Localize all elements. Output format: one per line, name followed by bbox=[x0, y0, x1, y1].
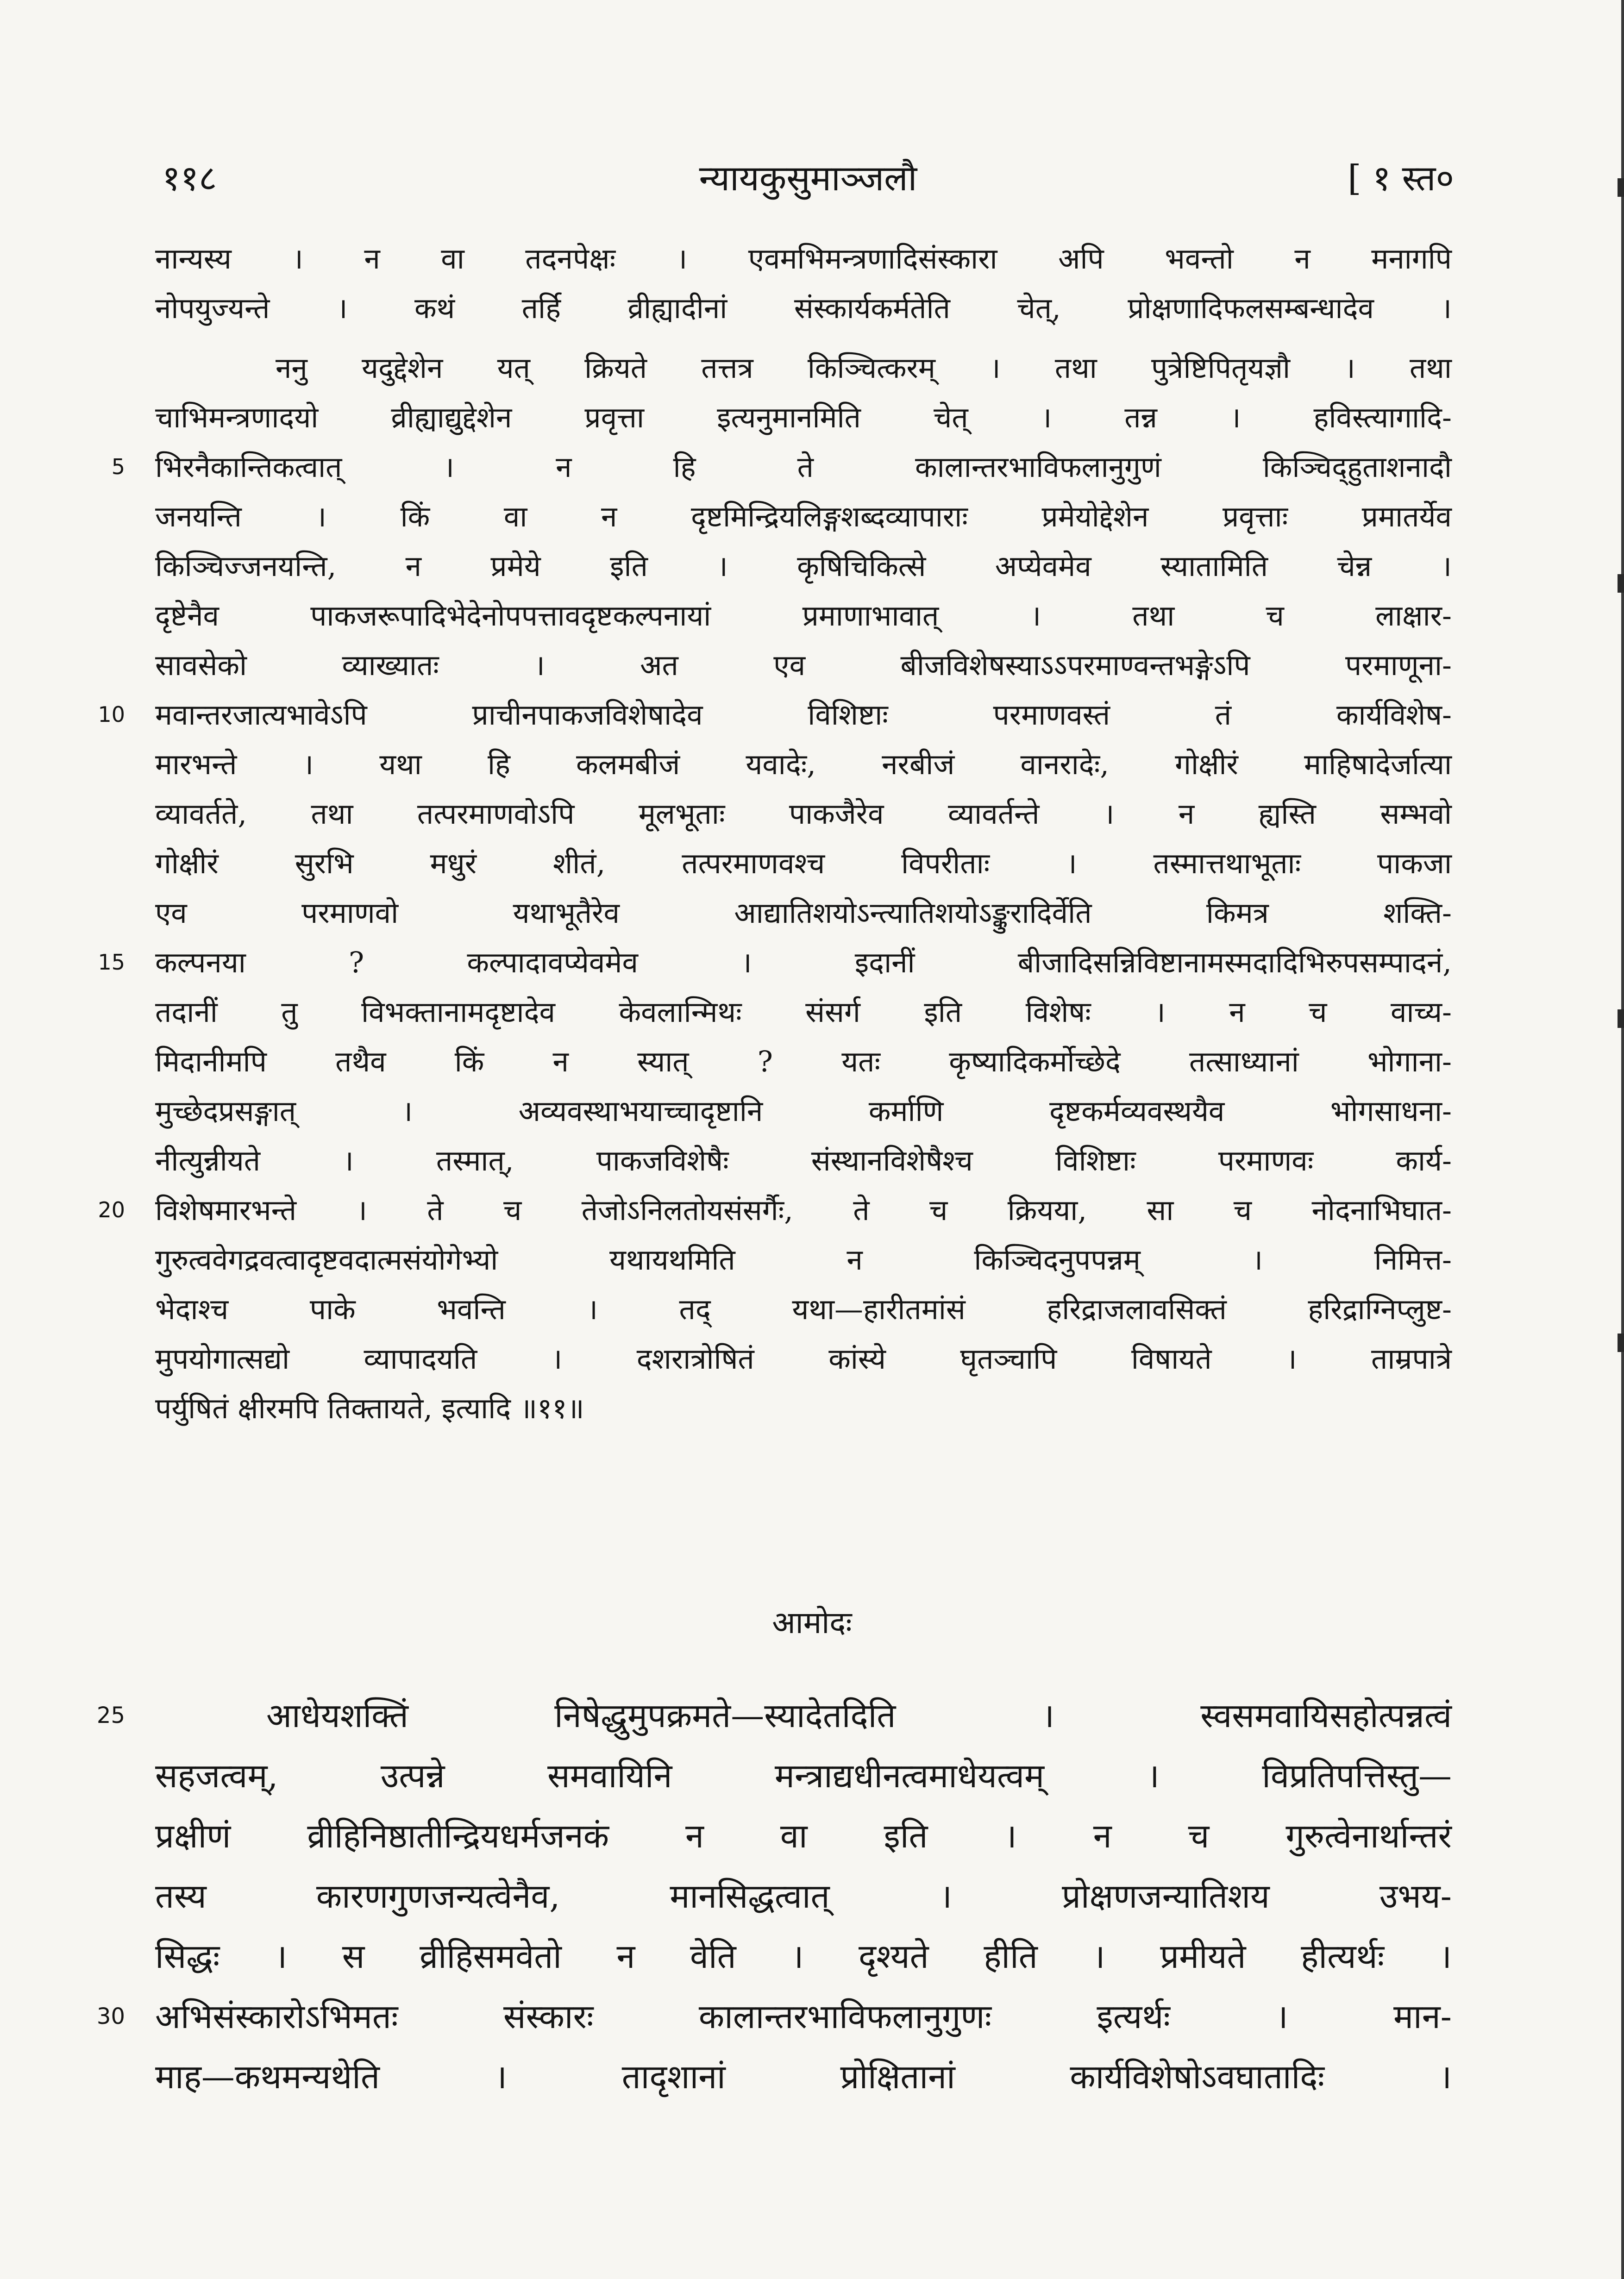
amoda-heading: आमोदः bbox=[772, 1605, 852, 1640]
scan-tick-mark bbox=[1618, 574, 1624, 593]
line-number: 30 bbox=[96, 2004, 125, 2029]
text-line bbox=[155, 2047, 1452, 2107]
text-line bbox=[155, 1384, 1452, 1433]
section-marker: [ १ स्त० bbox=[1348, 157, 1454, 199]
text-line bbox=[155, 739, 1452, 789]
text-line bbox=[155, 1037, 1452, 1086]
line-text: कल्पनया ? कल्पादावप्येवमेव । इदानीं बीजादिसन्निविष्टानामस्मदादिभिरुपसम्पादनं, bbox=[155, 945, 1452, 979]
line-text: नान्यस्य । न वा तदनपेक्षः । एवमभिमन्त्रणादिसंस्कारा अपि भवन्तो न मनागपि bbox=[155, 242, 1452, 275]
text-line bbox=[155, 789, 1452, 839]
line-text: तदानीं तु विभक्तानामदृष्टादेव केवलान्मिथः संसर्ग इति विशेषः । न च वाच्य- bbox=[155, 995, 1452, 1029]
line-text: मिदानीमपि तथैव किं न स्यात् ? यतः कृष्यादिकर्मोच्छेदे तत्साध्यानां भोगाना- bbox=[155, 1045, 1452, 1078]
text-line bbox=[155, 640, 1452, 690]
line-text: सहजत्वम्, उत्पन्ने समवायिनि मन्त्राद्यधीनत्वमाधेयत्वम् । विप्रतिपत्तिस्तु— bbox=[155, 1756, 1452, 1795]
page-header bbox=[162, 153, 1454, 204]
running-title: न्यायकुसुमाञ्जलौ bbox=[699, 157, 917, 199]
line-number: 25 bbox=[96, 1703, 125, 1728]
scan-tick-mark bbox=[1618, 1009, 1624, 1028]
line-text: नोपयुज्यन्ते । कथं तर्हि व्रीह्यादीनां संस्कार्यकर्मतेति चेत्, प्रोक्षणादिफलसम्बन्धादेव । bbox=[155, 291, 1452, 325]
commentary-block bbox=[98, 234, 1452, 1433]
text-line bbox=[96, 1986, 1452, 2047]
text-line bbox=[155, 343, 1452, 393]
line-text: नीत्युन्नीयते । तस्मात्, पाकजविशेषैः संस्थानविशेषैश्च विशिष्टाः परमाणवः कार्य- bbox=[155, 1144, 1452, 1177]
line-text: सिद्धः । स व्रीहिसमवेतो न वेति । दृश्यते हीति । प्रमीयते हीत्यर्थः । bbox=[155, 1937, 1452, 1976]
text-line bbox=[155, 1806, 1452, 1866]
text-line bbox=[155, 1235, 1452, 1284]
line-text: सावसेको व्याख्यातः । अत एव बीजविशेषस्याऽऽपरमाण्वन्तभङ्गेऽपि परमाणूना- bbox=[155, 648, 1452, 682]
line-text: आधेयशक्तिं निषेद्धुमुपक्रमते—स्यादेतदिति । स्वसमवायिसहोत्पन्नत्वं bbox=[266, 1696, 1452, 1735]
line-number: 15 bbox=[98, 950, 125, 975]
line-text: अभिसंस्कारोऽभिमतः संस्कारः कालान्तरभाविफलानुगुणः इत्यर्थः । मान- bbox=[155, 1997, 1452, 2036]
line-text: मुपयोगात्सद्यो व्यापादयति । दशरात्रोषितं कांस्ये घृतञ्चापि विषायते । ताम्रपात्रे bbox=[155, 1342, 1452, 1376]
line-text: तस्य कारणगुणजन्यत्वेनैव, मानसिद्धत्वात् । प्रोक्षणजन्यातिशय उभय- bbox=[155, 1877, 1452, 1916]
text-line bbox=[155, 541, 1452, 591]
line-text: किञ्चिज्जनयन्ति, न प्रमेये इति । कृषिचिकित्से अप्येवमेव स्यातामिति चेन्न । bbox=[155, 549, 1452, 583]
text-line bbox=[155, 492, 1452, 541]
text-line bbox=[98, 1185, 1452, 1235]
line-text: माह—कथमन्यथेति । तादृशानां प्रोक्षितानां कार्यविशेषोऽवघातादिः । bbox=[155, 2057, 1452, 2096]
text-line bbox=[96, 1685, 1452, 1746]
text-line bbox=[98, 690, 1452, 739]
line-text: भेदाश्च पाके भवन्ति । तद् यथा—हारीतमांसं हरिद्राजलावसिक्तं हरिद्राग्निप्लुष्ट- bbox=[155, 1292, 1452, 1326]
text-line bbox=[155, 1284, 1452, 1334]
line-text: व्यावर्तते, तथा तत्परमाणवोऽपि मूलभूताः पाकजैरेव व्यावर्तन्ते । न ह्यस्ति सम्भवो bbox=[155, 797, 1452, 831]
text-line bbox=[155, 1746, 1452, 1806]
text-line bbox=[155, 1086, 1452, 1136]
line-text: भिरनैकान्तिकत्वात् । न हि ते कालान्तरभाविफलानुगुणं किञ्चिद्‌हुताशनादौ bbox=[155, 450, 1452, 484]
line-text: ननु यदुद्देशेन यत् क्रियते तत्तत्र किञ्चित्करम् । तथा पुत्रेष्टिपितृयज्ञौ । तथा bbox=[276, 351, 1452, 385]
scan-tick-mark bbox=[1618, 1334, 1624, 1352]
line-text: चाभिमन्त्रणादयो व्रीह्याद्युद्देशेन प्रवृत्ता इत्यनुमानमिति चेत् । तन्न । हविस्त्यागादि- bbox=[155, 401, 1452, 434]
text-line bbox=[155, 1866, 1452, 1926]
text-line bbox=[111, 442, 1452, 492]
text-line bbox=[155, 1334, 1452, 1384]
line-number: 5 bbox=[111, 454, 125, 479]
page-number: ११८ bbox=[162, 157, 217, 199]
line-text: गुरुत्ववेगद्रवत्वादृष्टवदात्मसंयोगेभ्यो यथायथमिति न किञ्चिदनुपपन्नम् । निमित्त- bbox=[155, 1243, 1452, 1277]
text-line bbox=[155, 839, 1452, 888]
line-text: प्रक्षीणं व्रीहिनिष्ठातीन्द्रियधर्मजनकं न वा इति । न च गुरुत्वेनार्थान्तरं bbox=[155, 1816, 1452, 1855]
line-text: मुच्छेदप्रसङ्गात् । अव्यवस्थाभयाच्चादृष्टानि कर्माणि दृष्टकर्मव्यवस्थयैव भोगसाधना- bbox=[155, 1094, 1452, 1128]
line-text: एव परमाणवो यथाभूतैरेव आद्यातिशयोऽन्त्यातिशयोऽङ्कुरादिर्वेति किमत्र शक्ति- bbox=[155, 896, 1452, 930]
text-line bbox=[98, 938, 1452, 987]
line-text: गोक्षीरं सुरभि मधुरं शीतं, तत्परमाणवश्च विपरीताः । तस्मात्तथाभूताः पाकजा bbox=[155, 846, 1452, 880]
amoda-block bbox=[96, 1685, 1452, 2107]
text-line bbox=[155, 283, 1452, 333]
line-number: 10 bbox=[98, 702, 125, 727]
line-text: जनयन्ति । किं वा न दृष्टमिन्द्रियलिङ्गशब्दव्यापाराः प्रमेयोद्देशेन प्रवृत्ताः प्रमातर्येव bbox=[155, 500, 1452, 533]
line-text: विशेषमारभन्ते । ते च तेजोऽनिलतोयसंसर्गैः, ते च क्रियया, सा च नोदनाभिघात- bbox=[155, 1193, 1452, 1227]
line-text: मवान्तरजात्यभावेऽपि प्राचीनपाकजविशेषादेव विशिष्टाः परमाणवस्तं तं कार्यविशेष- bbox=[155, 698, 1452, 732]
text-line bbox=[155, 591, 1452, 640]
text-line bbox=[155, 234, 1452, 283]
line-text: पर्युषितं क्षीरमपि तिक्तायते, इत्यादि ॥११॥ bbox=[155, 1391, 584, 1425]
line-text: मारभन्ते । यथा हि कलमबीजं यवादेः, नरबीजं वानरादेः, गोक्षीरं माहिषादेर्जात्या bbox=[155, 747, 1452, 781]
line-number: 20 bbox=[98, 1197, 125, 1222]
text-line bbox=[155, 1926, 1452, 1986]
scan-edge-mark bbox=[1621, 0, 1624, 2279]
scan-tick-mark bbox=[1618, 178, 1624, 197]
text-line bbox=[155, 888, 1452, 938]
text-line bbox=[155, 1136, 1452, 1185]
line-text: दृष्टेनैव पाकजरूपादिभेदेनोपपत्तावदृष्टकल्पनायां प्रमाणाभावात् । तथा च लाक्षार- bbox=[155, 599, 1452, 632]
text-line bbox=[155, 987, 1452, 1037]
text-line bbox=[155, 393, 1452, 442]
